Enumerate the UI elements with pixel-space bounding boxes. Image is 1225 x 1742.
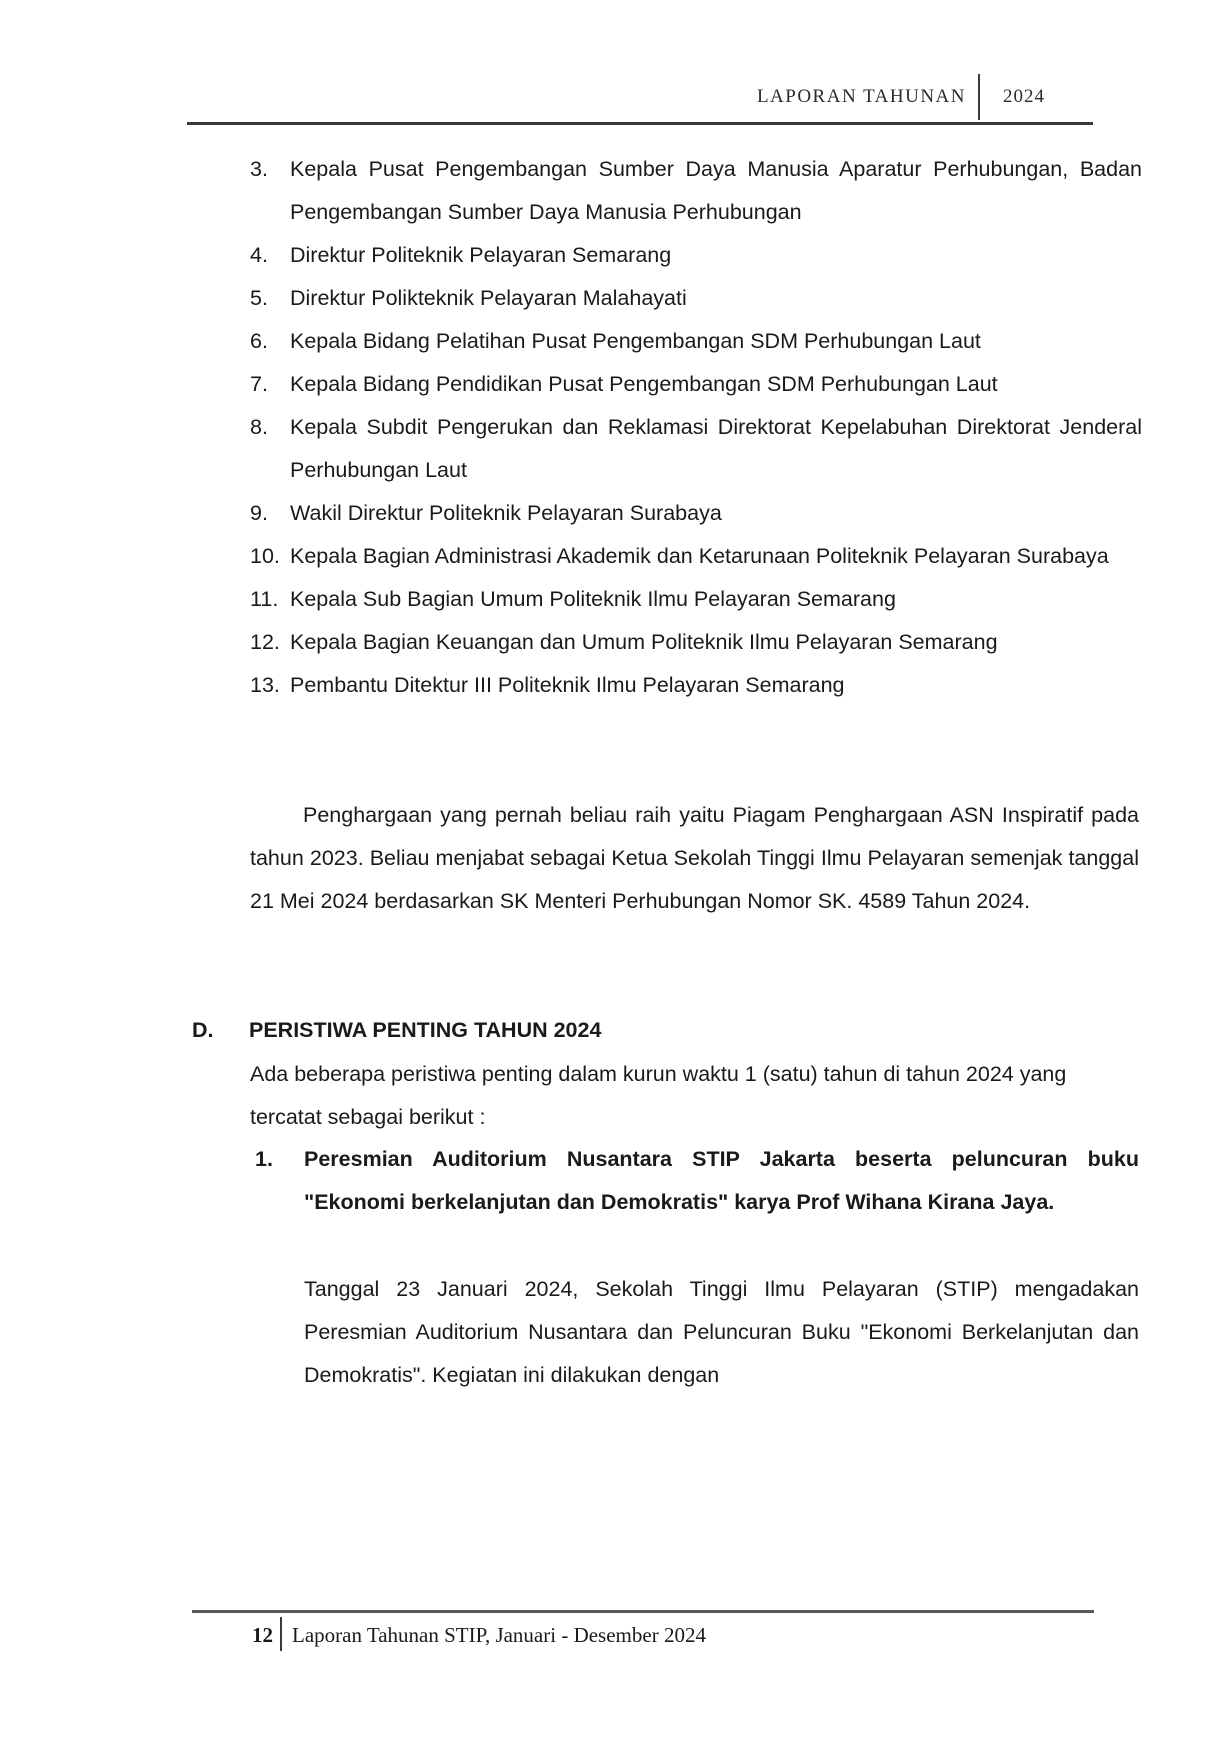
list-item bbox=[250, 664, 1142, 707]
section-letter: D. bbox=[192, 1018, 214, 1042]
list-text: Pembantu Ditektur III Politeknik Ilmu Pelayaran Semarang bbox=[290, 673, 845, 697]
positions-list bbox=[250, 148, 1142, 707]
list-number: 3. bbox=[250, 157, 268, 181]
list-text: Kepala Bagian Administrasi Akademik dan Ketarunaan Politeknik Pelayaran Surabaya bbox=[290, 544, 1109, 568]
page-number: 12 bbox=[252, 1623, 273, 1647]
page-header bbox=[187, 74, 1093, 125]
header-year: 2024 bbox=[1003, 86, 1045, 107]
list-number: 13. bbox=[250, 673, 280, 697]
list-number: 4. bbox=[250, 243, 268, 267]
list-text: Kepala Sub Bagian Umum Politeknik Ilmu Pelayaran Semarang bbox=[290, 587, 896, 611]
list-item bbox=[250, 406, 1142, 492]
event-number: 1. bbox=[255, 1147, 273, 1171]
list-item bbox=[250, 320, 1142, 363]
award-paragraph: Penghargaan yang pernah beliau raih yaitu Piagam Penghargaan ASN Inspiratif pada tahun 2023. Beliau menjabat sebagai Ketua Sekolah Tinggi Ilmu Pelayaran semenjak tanggal 21 Mei 2024 berdasarkan SK Menteri Perhubungan Nomor SK. 4589 Tahun 2024. bbox=[250, 803, 1139, 913]
list-item bbox=[250, 277, 1142, 320]
list-item bbox=[250, 148, 1142, 234]
list-text: Kepala Pusat Pengembangan Sumber Daya Manusia Aparatur Perhubungan, Badan Pengembangan Sumber Daya Manusia Perhubungan bbox=[290, 157, 1142, 224]
section-title: PERISTIWA PENTING TAHUN 2024 bbox=[249, 1018, 602, 1042]
list-item bbox=[250, 492, 1142, 535]
section-intro: Ada beberapa peristiwa penting dalam kurun waktu 1 (satu) tahun di tahun 2024 yang tercatat sebagai berikut : bbox=[250, 1062, 1067, 1129]
list-number: 12. bbox=[250, 630, 280, 654]
list-number: 6. bbox=[250, 329, 268, 353]
footer-text: Laporan Tahunan STIP, Januari - Desember 2024 bbox=[292, 1623, 706, 1647]
list-number: 11. bbox=[250, 587, 279, 611]
list-number: 7. bbox=[250, 372, 268, 396]
list-number: 10. bbox=[250, 544, 280, 568]
list-text: Wakil Direktur Politeknik Pelayaran Surabaya bbox=[290, 501, 722, 525]
list-text: Direktur Politeknik Pelayaran Semarang bbox=[290, 243, 672, 267]
event-body: Tanggal 23 Januari 2024, Sekolah Tinggi Ilmu Pelayaran (STIP) mengadakan Peresmian Auditorium Nusantara dan Peluncuran Buku "Ekonomi Berkelanjutan dan Demokratis". Kegiatan ini dilakukan dengan bbox=[304, 1277, 1139, 1387]
header-title: LAPORAN TAHUNAN bbox=[756, 86, 966, 107]
list-item bbox=[250, 578, 1142, 621]
footer-divider bbox=[280, 1617, 282, 1651]
list-text: Kepala Bidang Pelatihan Pusat Pengembangan SDM Perhubungan Laut bbox=[290, 329, 981, 353]
list-item bbox=[250, 535, 1142, 578]
list-number: 8. bbox=[250, 415, 268, 439]
list-item bbox=[250, 234, 1142, 277]
list-text: Kepala Bagian Keuangan dan Umum Politeknik Ilmu Pelayaran Semarang bbox=[290, 630, 998, 654]
list-text: Kepala Bidang Pendidikan Pusat Pengembangan SDM Perhubungan Laut bbox=[290, 372, 998, 396]
list-text: Direktur Polikteknik Pelayaran Malahayati bbox=[290, 286, 687, 310]
header-divider bbox=[978, 74, 980, 120]
list-item bbox=[250, 621, 1142, 664]
event-title: Peresmian Auditorium Nusantara STIP Jakarta beserta peluncuran buku "Ekonomi berkelanjutan dan Demokratis" karya Prof Wihana Kirana Jaya. bbox=[304, 1147, 1139, 1214]
list-number: 5. bbox=[250, 286, 268, 310]
list-number: 9. bbox=[250, 501, 268, 525]
list-item bbox=[250, 363, 1142, 406]
page-footer bbox=[192, 1610, 1094, 1657]
list-text: Kepala Subdit Pengerukan dan Reklamasi Direktorat Kepelabuhan Direktorat Jenderal Perhubungan Laut bbox=[290, 415, 1142, 482]
